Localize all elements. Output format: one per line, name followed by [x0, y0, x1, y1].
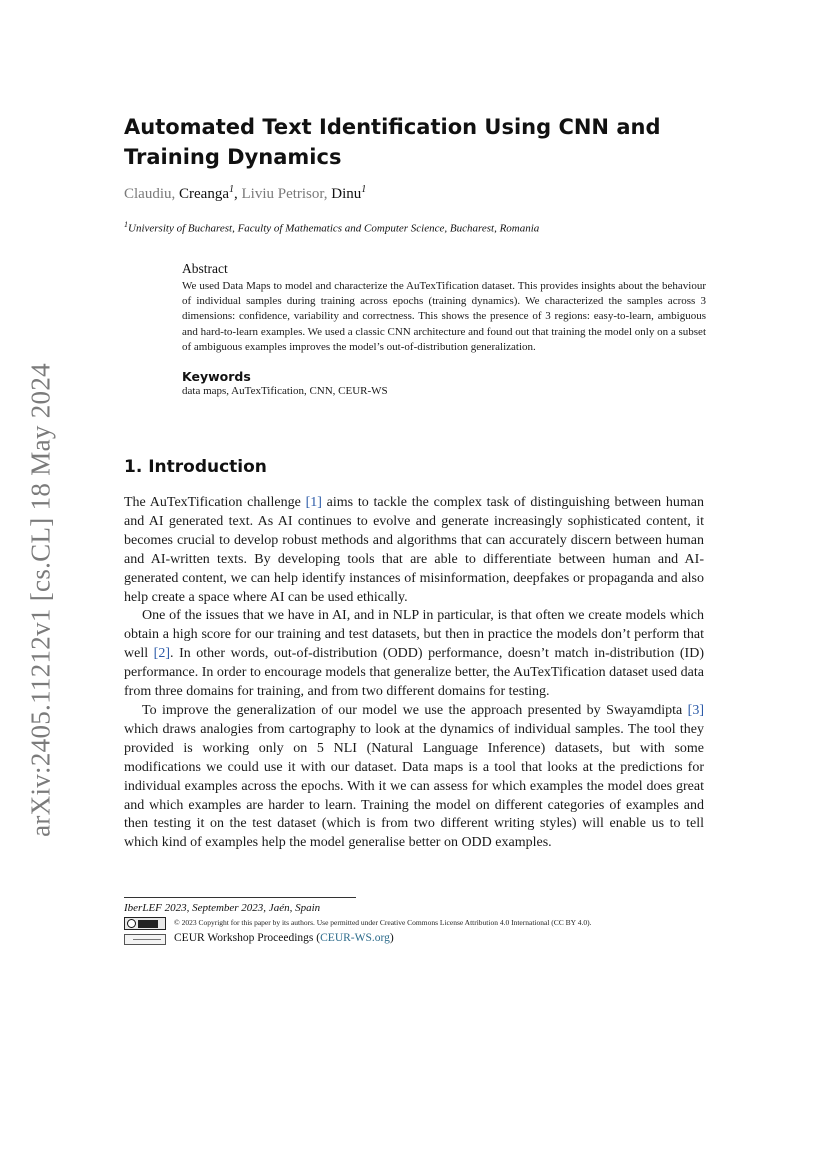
- abstract-text: We used Data Maps to model and characterize the AuTexTification dataset. This provides insights about the behaviour of individual samples during training across epochs (training dynamics). We characterized the samples across 3 dimensions: confidence, variability and correctness. This shows the presence of 3 regions: easy-to-learn, ambiguous and hard-to-learn examples. We used a classic CNN architecture and found out that training the model only on a subset of ambiguous examples improves the model’s out-of-distribution generalization.: [182, 280, 706, 353]
- arxiv-identifier: arXiv:2405.11212v1 [cs.CL] 18 May 2024: [25, 363, 56, 837]
- author-list: [124, 184, 366, 203]
- affiliation-mark: 1: [124, 220, 128, 229]
- ceur-text-a: CEUR Workshop Proceedings (: [174, 932, 321, 944]
- introduction-body: [124, 494, 704, 853]
- author-2-family: Dinu: [331, 186, 362, 202]
- section-heading-introduction: 1. Introduction: [124, 457, 267, 477]
- author-2-given: Liviu Petrisor,: [241, 186, 332, 202]
- ceur-ws-link[interactable]: CEUR-WS.org: [320, 932, 390, 944]
- paragraph-3-text-a: To improve the generalization of our model we use the approach presented by Swayamdipta: [142, 702, 688, 718]
- author-separator: ,: [233, 186, 242, 202]
- abstract-block: [182, 261, 706, 397]
- author-1-family: Creanga: [179, 186, 229, 202]
- ceur-proceedings: [174, 932, 394, 944]
- footnote-divider: [124, 897, 356, 898]
- keywords-heading: Keywords: [182, 369, 251, 385]
- citation-1-link[interactable]: [1]: [305, 495, 322, 510]
- author-2-affil-mark: 1: [361, 184, 367, 195]
- paragraph-2-text-a: One of the issues that we have in AI, and in NLP in particular, is that often we create models which obtain a high score for our training and test datasets, but then in practice the models don’t perform that well: [124, 608, 704, 662]
- author-1-affil-mark: 1: [228, 184, 234, 195]
- keywords-text: data maps, AuTexTification, CNN, CEUR-WS: [182, 385, 388, 398]
- paragraph-1-text-b: aims to tackle the complex task of distinguishing between human and AI generated text. As AI continues to evolve and generate increasingly sophisticated content, it becomes crucial to develop robust methods and algorithms that can accurately discern between human and AI-written texts. By developing tools that are able to differentiate between human and AI-generated content, we can help identify instances of misinformation, deepfakes or propaganda and also help create a space where AI can be used ethically.: [124, 495, 704, 605]
- citation-3-link[interactable]: [3]: [687, 702, 704, 718]
- citation-2-link[interactable]: [2]: [153, 646, 170, 662]
- paragraph-3: [124, 702, 704, 853]
- paper-title: Automated Text Identification Using CNN and Training Dynamics: [124, 115, 661, 169]
- paragraph-1-text-a: The AuTexTification challenge: [124, 495, 306, 510]
- ceur-logo-icon: [124, 934, 166, 945]
- paragraph-2: [124, 607, 704, 702]
- paragraph-1: [124, 494, 704, 607]
- affiliation-text: University of Bucharest, Faculty of Mathematics and Computer Science, Bucharest, Romania: [128, 222, 540, 235]
- paragraph-3-text-b: which draws analogies from cartography to look at the dynamics of individual samples. The tool they provided is working only on 5 NLI (Natural Language Inference) datasets, but with some modifications we could use it with our dataset. Data maps is a tool that looks at the predictions for individual examples across the epochs. With it we can assess for which examples the model does great and which examples are harder to learn. Training the model on different categories of examples and then testing it on the test dataset (which is from two different writing styles) will enable us to tell which kind of examples help the model generalise better on ODD examples.: [124, 721, 704, 851]
- copyright-notice: © 2023 Copyright for this paper by its authors. Use permitted under Creative Commons License Attribution 4.0 International (CC BY 4.0).: [174, 918, 592, 927]
- paragraph-2-text-b: . In other words, out-of-distribution (ODD) performance, doesn’t match in-distribution (ID) performance. In order to encourage models that generalize better, the AuTexTification dataset used data from three domains for training, and from two different domains for testing.: [124, 646, 704, 700]
- abstract-heading: Abstract: [182, 261, 228, 276]
- creative-commons-icon: [124, 917, 166, 930]
- ceur-text-b: ): [389, 932, 394, 944]
- author-1-given: Claudiu,: [124, 186, 179, 202]
- conference-note: IberLEF 2023, September 2023, Jaén, Spain: [124, 902, 321, 914]
- affiliation: [124, 220, 539, 235]
